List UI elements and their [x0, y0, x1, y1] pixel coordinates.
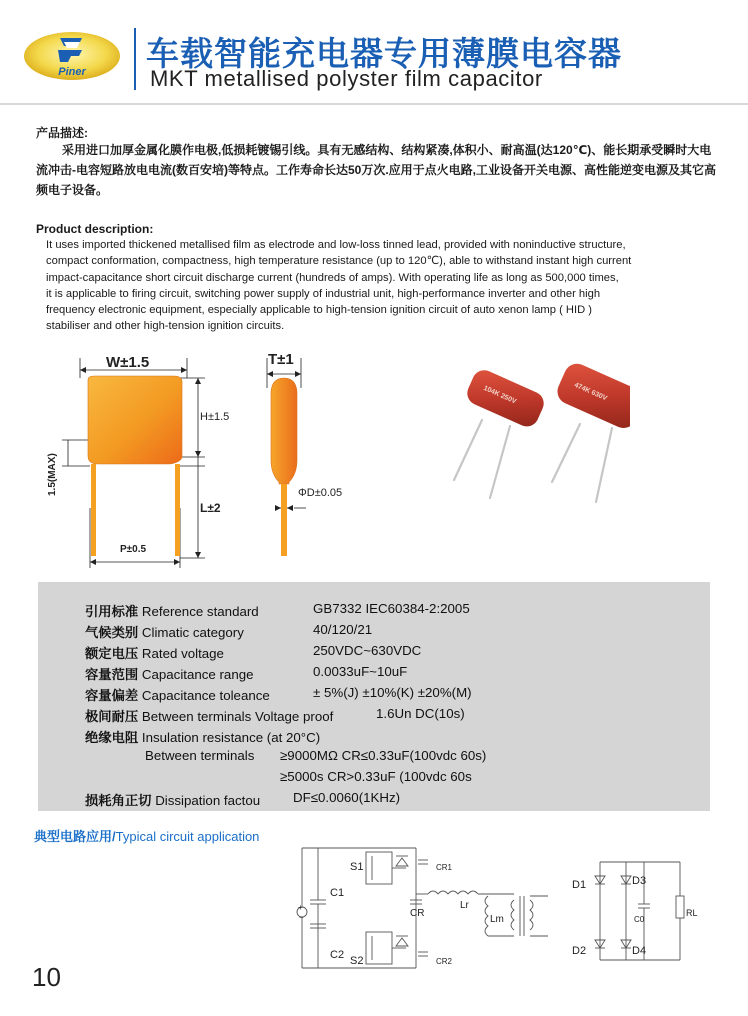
dim-max-label: 1.5(MAX) — [47, 453, 58, 496]
circuit-diagram — [288, 840, 708, 976]
spec-row — [280, 769, 472, 784]
circuit-label-c2: C2 — [330, 949, 345, 961]
description-cn-body: 采用进口加厚金属化膜作电极,低损耗镀锡引线。具有无感结构、结构紧凑,体积小、耐高温(达120℃)、能长期承受瞬时大电流冲击-电容短路放电电流(数百安培)等特点。工作寿命长达50万次.应用于点火电路,工业设备开关电源、高性能逆变电源及其它高频电子设备。 — [36, 143, 717, 197]
page-title-cn: 车载智能充电器专用薄膜电容器 — [146, 35, 622, 72]
circuit-heading-en: Typical circuit application — [115, 829, 260, 844]
spec-row — [85, 727, 320, 746]
spec-label-en: Capacitance range — [141, 667, 254, 682]
spec-value: 1.6Un DC(10s) — [376, 706, 465, 721]
spec-value: ≥5000s CR>0.33uF (100vdc 60s — [280, 769, 472, 784]
capacitor-photo — [440, 362, 630, 512]
spec-value: ± 5%(J) ±10%(K) ±20%(M) — [313, 685, 472, 700]
spec-label-cn: 容量偏差 — [85, 688, 139, 703]
description-en-line: it is applicable to firing circuit, switching power supply of industrial unit, high-performance inverter and other high — [46, 287, 601, 300]
spec-value: ≥9000MΩ CR≤0.33uF(100vdc 60s) — [280, 748, 487, 763]
dim-lead-length-label: L±2 — [200, 501, 221, 515]
header-divider — [134, 28, 136, 90]
circuit-label-c0: C0 — [634, 915, 645, 924]
circuit-label-d1: D1 — [572, 879, 587, 891]
spec-label-cn: 引用标准 — [85, 604, 139, 619]
spec-label-en: Insulation resistance (at 20°C) — [141, 730, 321, 745]
spec-label-cn: 容量范围 — [85, 667, 139, 682]
dim-diameter-label: ΦD±0.05 — [298, 487, 343, 499]
description-en-heading: Product description: — [36, 222, 154, 236]
piner-logo — [22, 28, 122, 84]
circuit-label-cr2: CR2 — [436, 957, 453, 966]
circuit-label-lm: Lm — [490, 914, 504, 925]
description-en-line: frequency electronic equipment, especially applicable to high-tension ignition circuit of auto xenon lamp ( HID ) — [46, 304, 592, 317]
spec-label-en: Climatic category — [141, 625, 244, 640]
spec-label-en: Reference standard — [141, 604, 259, 619]
spec-row — [85, 664, 408, 683]
description-en-line: impact-capacitance short circuit discharge current (hundreds of amps). With operating life as long as 500,000 times, — [46, 271, 619, 284]
page-title-en: MKT metallised polyster film capacitor — [150, 66, 543, 91]
dim-pitch-label: P±0.5 — [120, 544, 147, 555]
description-en-line: stabiliser and other high-tension ignition circuits. — [46, 320, 285, 333]
circuit-label-rl: RL — [686, 908, 698, 918]
logo-text: Piner — [58, 66, 86, 78]
spec-row — [85, 790, 401, 809]
spec-row — [85, 685, 472, 704]
circuit-label-lr: Lr — [460, 900, 469, 911]
circuit-label-s2: S2 — [350, 955, 364, 967]
spec-value: GB7332 IEC60384-2:2005 — [313, 601, 470, 616]
circuit-label-cr1: CR1 — [436, 863, 453, 872]
description-en-line: compact conformation, compactness, high temperature resistance (up to 120℃), able to withstand instant high current — [46, 255, 632, 268]
circuit-label-d4: D4 — [632, 945, 647, 957]
photo-cap-large-print: 474K 630V — [573, 381, 608, 403]
spec-label-cn: 损耗角正切 — [85, 793, 152, 808]
spec-label-cn: 极间耐压 — [85, 709, 139, 724]
spec-label-en: Dissipation factou — [155, 793, 261, 808]
circuit-label-d2: D2 — [572, 945, 587, 957]
spec-row — [85, 706, 465, 725]
dimension-drawing — [40, 348, 370, 576]
description-en-line: It uses imported thickened metallised film as electrode and low-loss tinned lead, provided with noninductive structure, — [46, 239, 626, 251]
spec-row — [145, 748, 487, 763]
header-rule — [0, 103, 748, 105]
dim-height-label: H±1.5 — [200, 411, 230, 423]
photo-cap-small-print: 104K 250V — [482, 384, 518, 406]
circuit-heading-cn: 典型电路应用/ — [34, 829, 116, 844]
spec-label-cn: 绝缘电阻 — [85, 730, 139, 745]
circuit-label-minus: − — [299, 913, 304, 922]
spec-row — [85, 643, 422, 662]
circuit-label-plus: + — [298, 903, 303, 912]
spec-label-en: Capacitance toleance — [141, 688, 270, 703]
spec-label-cn: 额定电压 — [85, 646, 139, 661]
circuit-label-cr: CR — [410, 908, 425, 919]
circuit-label-s1: S1 — [350, 861, 364, 873]
spec-value: DF≤0.0060(1KHz) — [293, 790, 401, 805]
spec-label-en: Between terminals — [145, 748, 255, 763]
spec-row — [85, 622, 373, 641]
spec-label-en: Rated voltage — [141, 646, 224, 661]
spec-label-cn: 气候类别 — [85, 625, 139, 640]
spec-value: 0.0033uF~10uF — [313, 664, 408, 679]
description-cn-heading: 产品描述: — [36, 126, 88, 140]
dim-width-label: W±1.5 — [106, 354, 150, 371]
spec-label-en: Between terminals Voltage proof — [141, 709, 334, 724]
spec-row — [85, 601, 470, 620]
description-en-body — [46, 237, 722, 335]
circuit-label-c1: C1 — [330, 887, 345, 899]
circuit-heading — [34, 826, 259, 845]
page-number: 10 — [32, 962, 61, 992]
spec-value: 40/120/21 — [313, 622, 373, 637]
dim-thickness-label: T±1 — [268, 351, 294, 368]
circuit-label-d3: D3 — [632, 875, 647, 887]
spec-value: 250VDC~630VDC — [313, 643, 422, 658]
